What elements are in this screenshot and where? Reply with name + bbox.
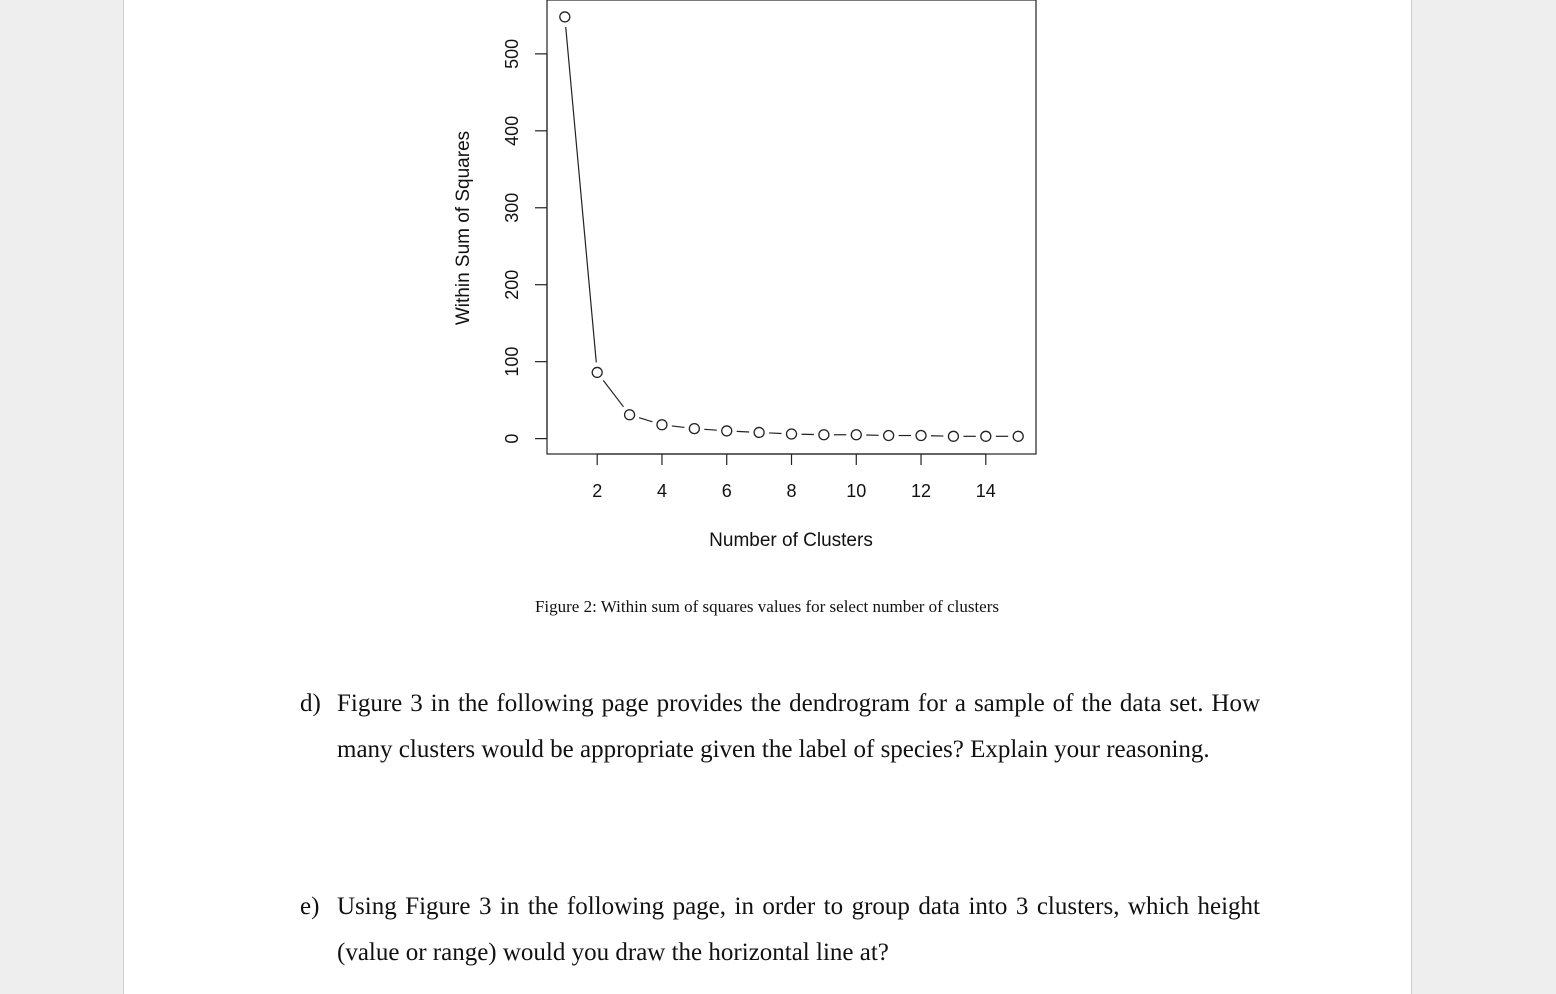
- data-point: [948, 431, 958, 441]
- series-segment: [769, 433, 781, 434]
- question-d-text: Figure 3 in the following page provides the dendrogram for a sample of the data set. How many clusters would be appropriate given the label of species? Explain your reasoning.: [337, 690, 1260, 763]
- question-e-text: Using Figure 3 in the following page, in order to group data into 3 clusters, which height (value or range) would you draw the horizontal line at?: [337, 893, 1260, 966]
- data-point: [657, 420, 667, 430]
- series-points: [560, 12, 1023, 441]
- x-tick-label: 6: [721, 481, 732, 501]
- question-d-label: d): [300, 690, 321, 717]
- data-point: [884, 431, 894, 441]
- series-segment: [566, 27, 597, 363]
- data-point: [754, 427, 764, 437]
- y-tick-label: 400: [502, 115, 522, 146]
- data-point: [819, 430, 829, 440]
- question-e-label: e): [300, 893, 320, 920]
- data-point: [560, 12, 570, 22]
- plot-frame: [547, 0, 1036, 454]
- y-tick-label: 200: [502, 269, 522, 300]
- x-tick-label: 8: [786, 481, 797, 501]
- y-tick-label: 500: [502, 38, 522, 69]
- series-segment: [672, 426, 685, 427]
- x-axis-label: Number of Clusters: [709, 530, 873, 551]
- question-e: [300, 884, 1260, 976]
- series-segment: [603, 380, 623, 406]
- data-point: [722, 426, 732, 436]
- y-axis: [502, 39, 547, 444]
- x-tick-label: 10: [846, 481, 867, 501]
- y-tick-label: 0: [502, 433, 522, 444]
- series-line: [566, 27, 1008, 436]
- data-point: [1013, 431, 1023, 441]
- data-point: [787, 429, 797, 439]
- question-d: [300, 681, 1260, 773]
- x-tick-label: 2: [592, 481, 603, 501]
- series-segment: [639, 418, 652, 422]
- data-point: [981, 431, 991, 441]
- data-point: [625, 410, 635, 420]
- x-tick-label: 14: [975, 481, 996, 501]
- x-axis: [592, 454, 996, 501]
- data-point: [916, 431, 926, 441]
- y-tick-label: 100: [502, 346, 522, 377]
- figure-caption: Figure 2: Within sum of squares values for select number of clusters: [534, 597, 1000, 616]
- series-segment: [704, 429, 716, 430]
- x-tick-label: 12: [911, 481, 932, 501]
- x-tick-label: 4: [656, 481, 667, 501]
- y-tick-label: 300: [502, 192, 522, 223]
- series-segment: [737, 431, 749, 432]
- y-axis-label: Within Sum of Squares: [453, 130, 474, 326]
- data-point: [851, 430, 861, 440]
- data-point: [689, 424, 699, 434]
- data-point: [592, 367, 602, 377]
